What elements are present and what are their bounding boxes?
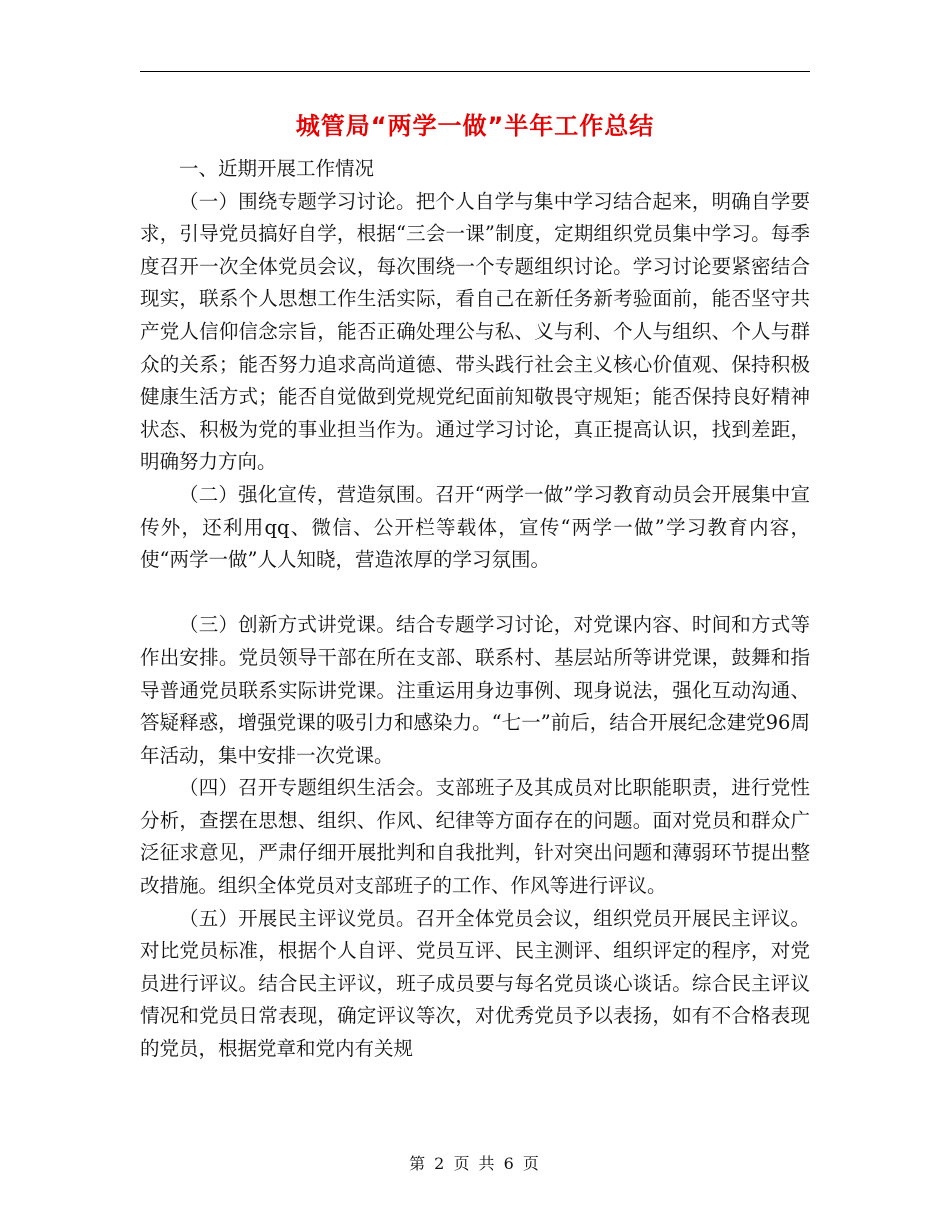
paragraph-5: （五）开展民主评议党员。召开全体党员会议，组织党员开展民主评议。对比党员标准，根据个人自评、党员互评、民主测评、组织评定的程序，对党员进行评议。结合民主评议，班子成员要与每名党员谈心谈话。综合民主评议情况和党员日常表现，确定评议等次，对优秀党员予以表扬，如有不合格表现的党员，根据党章和党内有关规 bbox=[140, 906, 810, 1061]
paragraph-1: （一）围绕专题学习讨论。把个人自学与集中学习结合起来，明确自学要求，引导党员搞好自学，根据“三会一课”制度，定期组织党员集中学习。每季度召开一次全体党员会议，每次围绕一个专题组织讨论。学习讨论要紧密结合现实，联系个人思想工作生活实际，看自己在新任务新考验面前，能否坚守共产党人信仰信念宗旨，能否正确处理公与私、义与利、个人与组织、个人与群众的关系；能否努力追求高尚道德、带头践行社会主义核心价值观、保持积极健康生活方式；能否自觉做到党规党纪面前知敬畏守规矩；能否保持良好精神状态、积极为党的事业担当作为。通过学习讨论，真正提高认识，找到差距，明确努力方向。 bbox=[140, 189, 810, 474]
paragraph-2: （二）强化宣传，营造氛围。召开“两学一做”学习教育动员会开展集中宣传外，还利用qq、微信、公开栏等载体，宣传“两学一做”学习教育内容，使“两学一做”人人知晓，营造浓厚的学习氛围。 bbox=[140, 482, 810, 572]
section-heading: 一、近期开展工作情况 bbox=[179, 157, 375, 180]
document-body bbox=[140, 153, 810, 1066]
page-number: 第 2 页 共 6 页 bbox=[409, 1154, 541, 1173]
paragraph-4: （四）召开专题组织生活会。支部班子及其成员对比职能职责，进行党性分析，查摆在思想、组织、作风、纪律等方面存在的问题。面对党员和群众广泛征求意见，严肃仔细开展批判和自我批判，针对突出问题和薄弱环节提出整改措施。组织全体党员对支部班子的工作、作风等进行评议。 bbox=[140, 776, 810, 898]
document-title: 城管局“两学一做”半年工作总结 bbox=[295, 112, 655, 140]
header-rule bbox=[140, 71, 810, 72]
paragraph-3: （三）创新方式讲党课。结合专题学习讨论，对党课内容、时间和方式等作出安排。党员领导干部在所在支部、联系村、基层站所等讲党课，鼓舞和指导普通党员联系实际讲党课。注重运用身边事例、现身说法，强化互动沟通、答疑释惑，增强党课的吸引力和感染力。“七一”前后，结合开展纪念建党96周年活动，集中安排一次党课。 bbox=[140, 613, 810, 767]
